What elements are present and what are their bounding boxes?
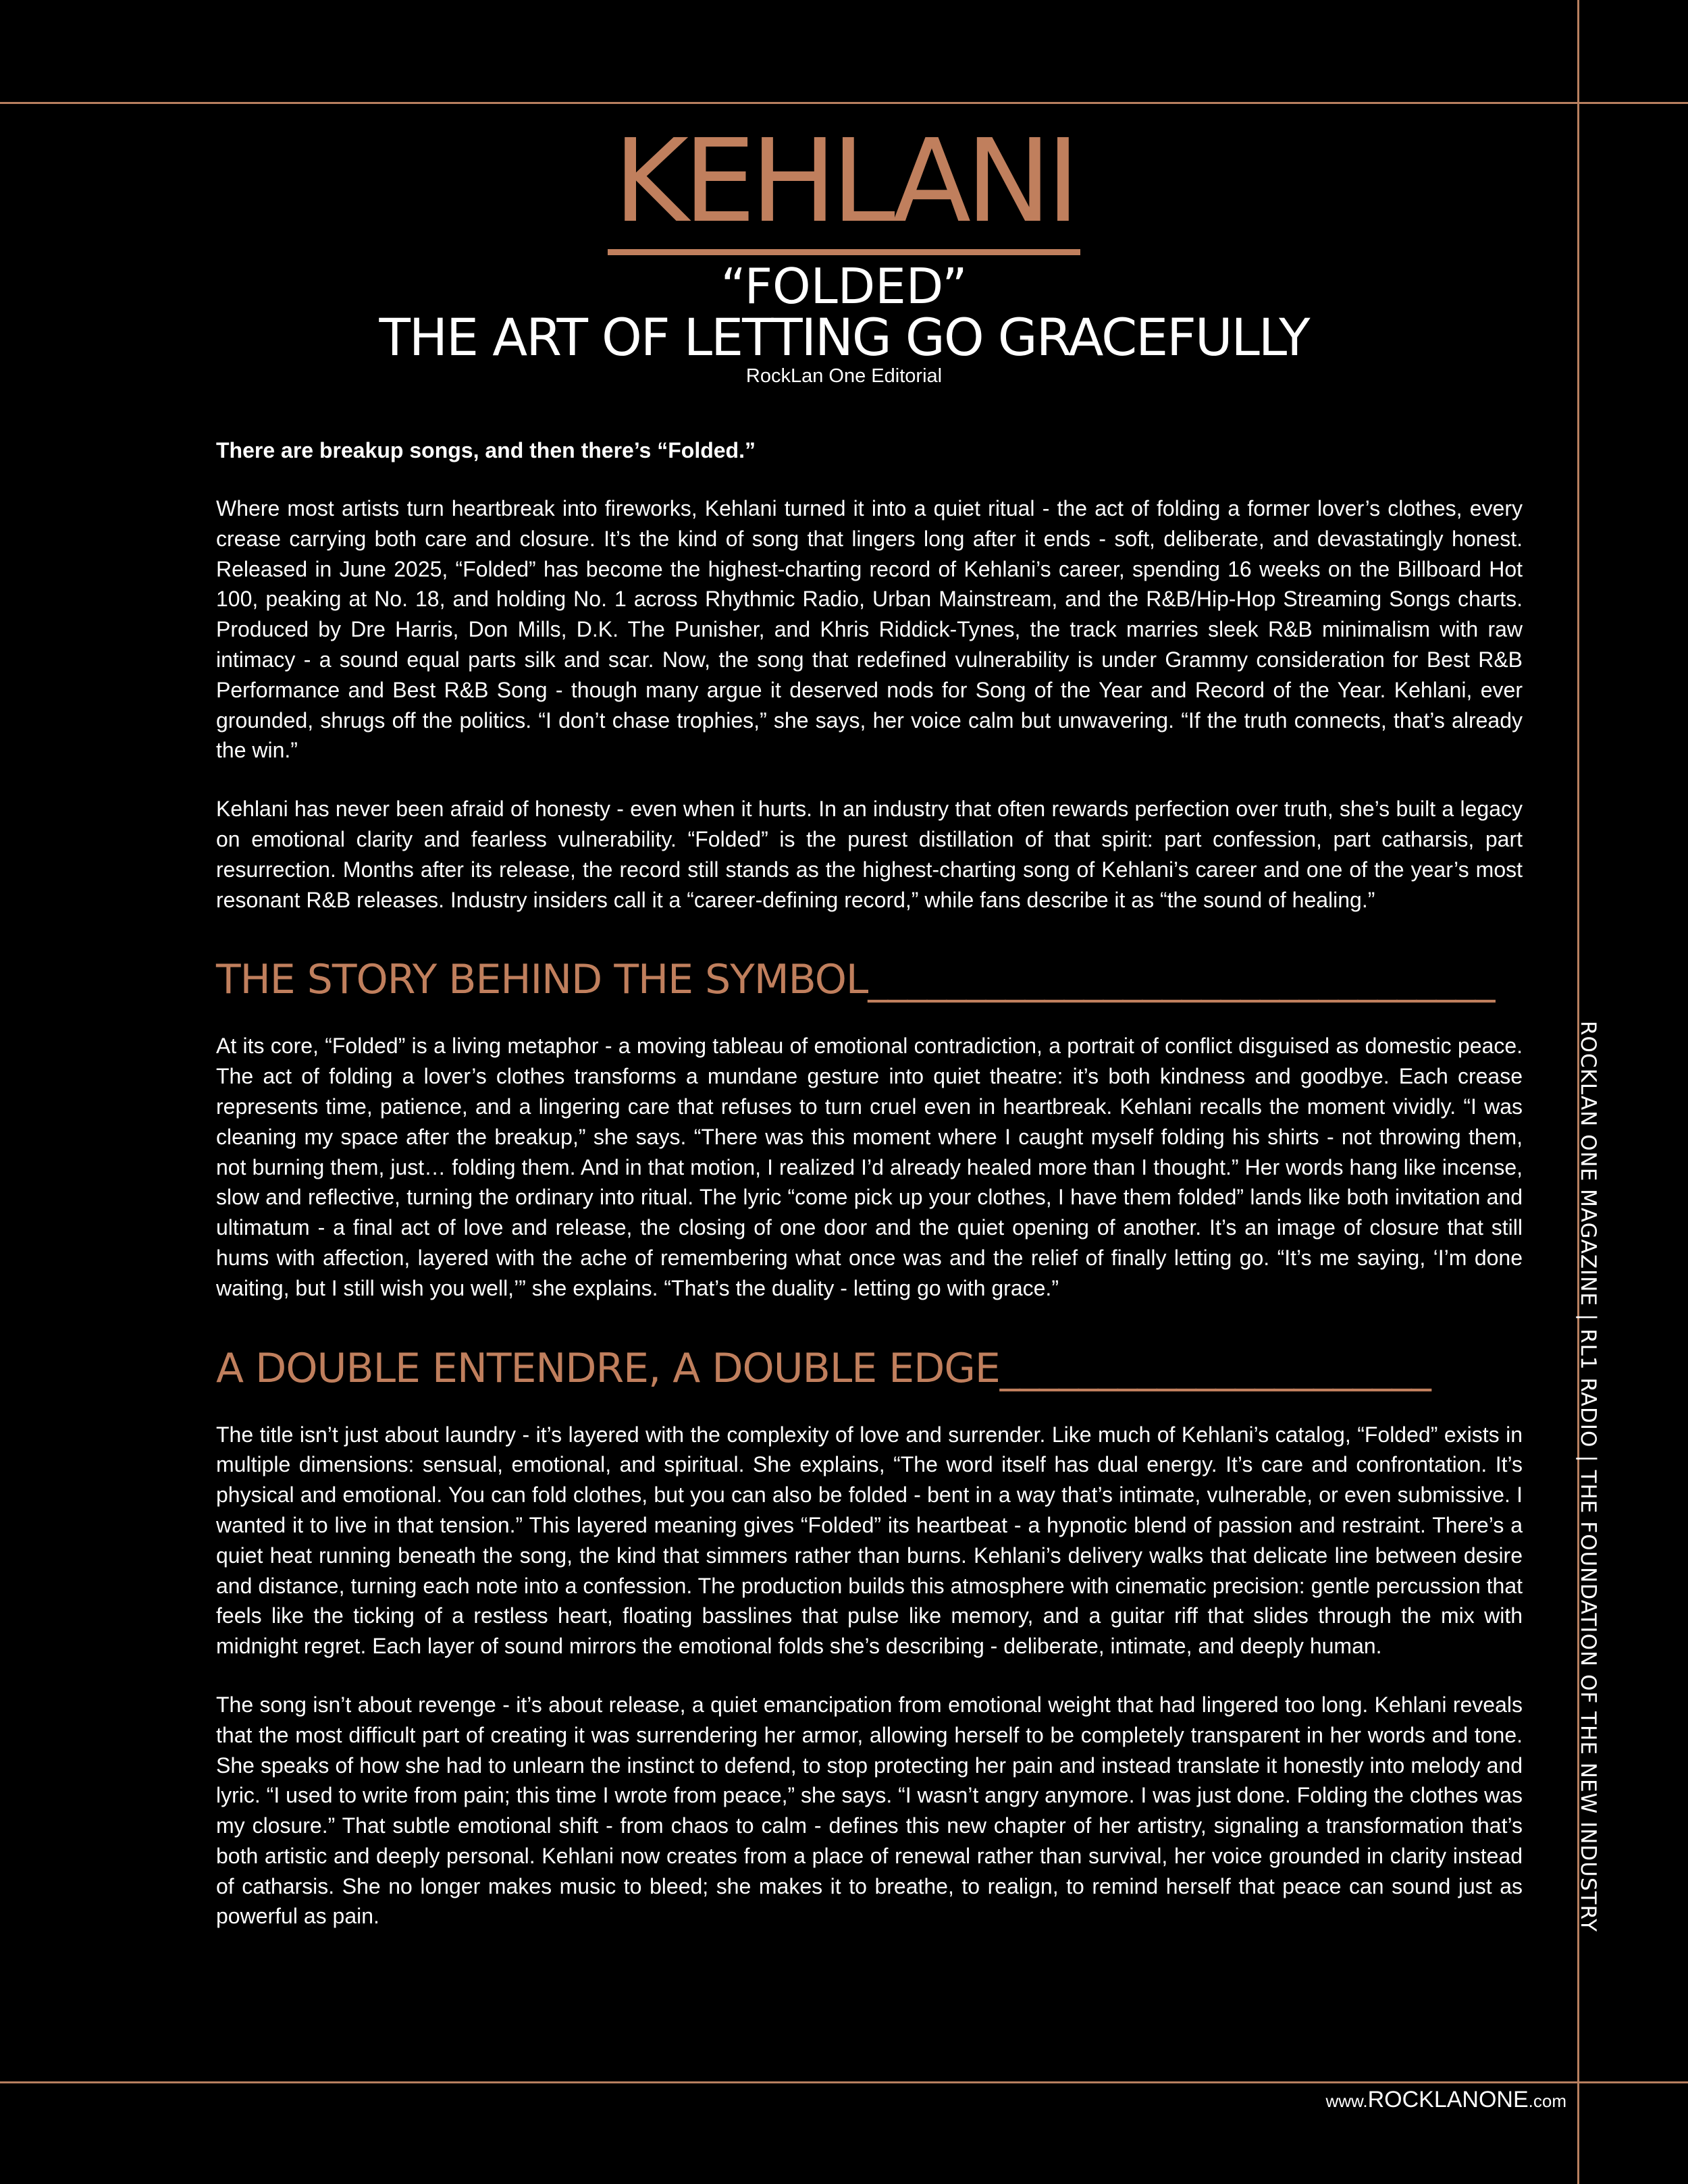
section-story-paragraph-1: At its core, “Folded” is a living metaphor - a moving tableau of emotional contradiction, a portrait of conflict disguised as domestic peace. The act of folding a lover’s clothes transforms a mundane gesture into quiet theatre: it’s both kindness and goodbye. Each crease represents time, patience, and a lingering care that refuses to turn cruel even in heartbreak. Kehlani recalls the moment vividly. “I was cleaning my space after the breakup,” she says. “There was this moment where I caught myself folding his shirts - not throwing them, not burning them, just… folding them. And in that motion, I realized I’d already healed more than I thought.” Her words hang like incense, slow and reflective, turning the ordinary into ritual. The lyric “come pick up your clothes, I have them folded” lands like both invitation and ultimatum - a final act of love and release, the closing of one door and the quiet opening of another. It’s an image of closure that still hums with affection, layered with the ache of remembering what once was and the relief of finally letting go. “It’s me saying, ‘I’m done waiting, but I still wish you well,’” she explains. “That’s the duality - letting go with grace.” [216, 1034, 1523, 1300]
website-suffix: .com [1528, 2091, 1566, 2111]
section-double-entendre-paragraph-2: The song isn’t about revenge - it’s about release, a quiet emancipation from emotional weight that had lingered too long. Kehlani reveals that the most difficult part of creating it was surrendering her armor, allowing herself to be completely transparent in her words and tone. She speaks of how she had to unlearn the instinct to defend, to stop protecting her pain and instead translate it honestly into melody and lyric. “I used to write from pain; this time I wrote from peace,” she says. “I wasn’t angry anymore. I was just done. Folding the clothes was my closure.” That subtle emotional shift - from chaos to calm - defines this new chapter of her artistry, signaling a transformation that’s both artistic and deeply personal. Kehlani now creates from a place of renewal rather than survival, her voice grounded in clarity instead of catharsis. She no longer makes music to bleed; she makes it to breathe, to realign, to remind herself that peace can sound just as powerful as pain. [216, 1692, 1523, 1929]
section-title-double-entendre: A DOUBLE ENTENDRE, A DOUBLE EDGE______________________ [216, 1344, 1431, 1392]
article-body [216, 435, 1523, 1932]
section-double-entendre-paragraph-1: The title isn’t just about laundry - it’s layered with the complexity of love and surrender. Like much of Kehlani’s catalog, “Folded” exists in multiple dimensions: sensual, emotional, and spiritual. She explains, “The word itself has dual energy. It’s care and confrontation. It’s physical and emotional. You can fold clothes, but you can also be folded - bent in a way that’s intimate, vulnerable, or even submissive. I wanted it to live in that tension.” This layered meaning gives “Folded” its heartbeat - a hypnotic blend of passion and restraint. There’s a quiet heat running beneath the song, the kind that simmers rather than burns. Kehlani’s delivery walks that delicate line between desire and distance, turning each note into a confession. The production builds this atmosphere with cinematic precision: gentle percussion that feels like the ticking of a restless heart, floating basslines that pulse like memory, and a guitar riff that slides through the mix with midnight regret. Each layer of sound mirrors the emotional folds she’s describing - deliberate, intimate, and deeply human. [216, 1422, 1523, 1659]
artist-title: KEHLANI [613, 115, 1075, 248]
byline: RockLan One Editorial [745, 365, 943, 387]
website-link[interactable] [1325, 2085, 1566, 2116]
top-rule [0, 102, 1688, 104]
section-title-story: THE STORY BEHIND THE SYMBOL________________________________ [216, 956, 1495, 1004]
website-prefix: www. [1325, 2091, 1368, 2111]
lede: There are breakup songs, and then there’s “Folded.” [216, 438, 756, 462]
website-name: ROCKLANONE [1367, 2087, 1529, 2112]
song-title: “FOLDED” [720, 258, 968, 315]
artist-underline [608, 249, 1080, 255]
side-banner: ROCKLAN ONE MAGAZINE | RL1 RADIO | THE FOUNDATION OF THE NEW INDUSTRY [1576, 1021, 1600, 1933]
article-subtitle: THE ART OF LETTING GO GRACEFULLY [379, 307, 1309, 367]
bottom-rule [0, 2081, 1688, 2083]
intro-paragraph-2: Kehlani has never been afraid of honesty - even when it hurts. In an industry that often rewards perfection over truth, she’s built a legacy on emotional clarity and fearless vulnerability. “Folded” is the purest distillation of that spirit: part confession, part catharsis, part resurrection. Months after its release, the record still stands as the highest-charting song of Kehlani’s career and one of the year’s most resonant R&B releases. Industry insiders call it a “career-defining record,” while fans describe it as “the sound of healing.” [216, 797, 1523, 912]
intro-paragraph-1: Where most artists turn heartbreak into fireworks, Kehlani turned it into a quiet ritual - the act of folding a former lover’s clothes, every crease carrying both care and closure. It’s the kind of song that lingers long after it ends - soft, deliberate, and devastatingly honest. Released in June 2025, “Folded” has become the highest-charting record of Kehlani’s career, spending 16 weeks on the Billboard Hot 100, peaking at No. 18, and holding No. 1 across Rhythmic Radio, Urban Mainstream, and the R&B/Hip-Hop Streaming Songs charts. Produced by Dre Harris, Don Mills, D.K. The Punisher, and Khris Riddick-Tynes, the track marries sleek R&B minimalism with raw intimacy - a sound equal parts silk and scar. Now, the song that redefined vulnerability is under Grammy consideration for Best R&B Performance and Best R&B Song - though many argue it deserved nods for Song of the Year and Record of the Year. Kehlani, ever grounded, shrugs off the politics. “I don’t chase trophies,” she says, her voice calm but unwavering. “If the truth connects, that’s already the win.” [216, 496, 1523, 763]
